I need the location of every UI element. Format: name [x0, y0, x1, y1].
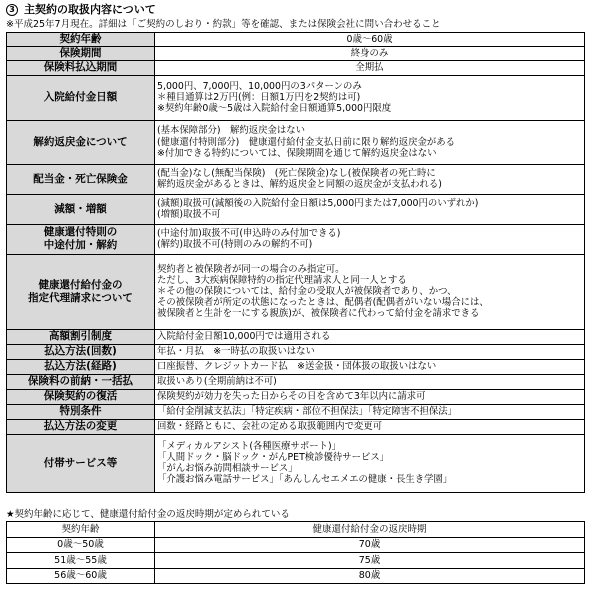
- table-row: [7, 329, 585, 344]
- age-range-cell: 51歳～55歳: [7, 553, 155, 569]
- row-value-line: ただし、3大疾病保障特約の指定代理請求人と同一人とする: [157, 274, 407, 286]
- table-row: [7, 224, 585, 254]
- note-top: ※平成25年7月現在。詳細は「ご契約のしおり・約款」等を確認、または保険会社に問い合わせること: [6, 19, 441, 30]
- row-value: [155, 389, 585, 404]
- row-value: [155, 194, 585, 224]
- column-header: 契約年齢: [7, 522, 155, 538]
- row-value-line: 解約返戻金があるときは、解約返戻金と同額の返戻金が支払われる): [157, 179, 442, 191]
- row-label-line: 高額割引制度: [49, 330, 112, 343]
- row-label: [7, 75, 155, 120]
- refund-age-cell: 75歳: [155, 553, 585, 569]
- row-value-line: (減額)取扱可(減額後の入院給付金日額は5,000円または7,000円のいずれか): [157, 198, 479, 209]
- section-title: 主契約の取扱内容について: [24, 3, 156, 16]
- row-label-line: 指定代理請求について: [28, 291, 133, 304]
- row-value: [155, 75, 585, 120]
- table-row: [7, 254, 585, 329]
- row-label: [7, 254, 155, 329]
- row-label: [7, 60, 155, 75]
- table-row: [7, 120, 585, 164]
- row-label-line: 払込方法(経路): [44, 360, 117, 373]
- table-row: [7, 60, 585, 75]
- row-value-line: 取扱いあり(全期前納は不可): [157, 376, 277, 388]
- table-row: [7, 434, 585, 492]
- refund-timing-table: [6, 521, 585, 584]
- row-label: [7, 389, 155, 404]
- row-label: [7, 164, 155, 194]
- row-value: [155, 344, 585, 359]
- row-label: [7, 33, 155, 47]
- contract-details-table: [6, 32, 585, 493]
- row-value-line: (中途付加)取扱不可(申込時のみ付加できる): [157, 228, 341, 239]
- section-number: 3: [6, 4, 18, 16]
- row-label: [7, 344, 155, 359]
- row-value-line: 全期払: [355, 62, 384, 74]
- row-label-line: 入院給付金日額: [43, 91, 118, 104]
- row-label: [7, 224, 155, 254]
- table-row: [7, 374, 585, 389]
- row-value-line: (健康還付特則部分) 健康還付給付金支払日前に限り解約返戻金がある: [157, 136, 455, 148]
- row-label: [7, 359, 155, 374]
- row-value-line: 5,000円、7,000円、10,000円の3パターンのみ: [157, 80, 362, 92]
- table-row: [7, 75, 585, 120]
- row-value-line: 入院給付金日額10,000円では適用される: [157, 331, 331, 343]
- row-label: [7, 404, 155, 419]
- row-label-line: 払込方法(回数): [44, 345, 117, 358]
- row-value-line: 保険契約が効力を失った日からその日を含めて3年以内に請求可: [157, 391, 426, 403]
- row-value-line: 「メディカルアシスト(各種医療サポート)」: [157, 440, 342, 452]
- row-value: [155, 164, 585, 194]
- table-row: [7, 33, 585, 47]
- table-row: [7, 194, 585, 224]
- row-value-line: 「人間ドック・脳ドック・がんPET検診優待サービス」: [157, 452, 390, 463]
- row-label-line: 払込方法の変更: [43, 420, 118, 433]
- row-value-line: 契約者と被保険者が同一の場合のみ指定可。: [157, 263, 345, 275]
- table-row: [7, 164, 585, 194]
- row-label-line: 付帯サービス等: [43, 456, 118, 469]
- note-bottom: ★契約年齢に応じて、健康還付給付金の返戻時期が定められている: [6, 509, 290, 520]
- row-label: [7, 46, 155, 60]
- row-value: [155, 404, 585, 419]
- row-value: [155, 46, 585, 60]
- row-value: [155, 33, 585, 47]
- row-value-line: 被保険者と生計を一にする親族)が、被保険者に代わって給付金を請求できる: [157, 308, 480, 320]
- table-row: [7, 359, 585, 374]
- row-label-line: 健康還付給付金の: [38, 278, 123, 291]
- row-value-line: 終身のみ: [350, 47, 389, 59]
- row-label: [7, 434, 155, 492]
- row-value-line: ＊種目通算は2万円(例：日額1万円を2契約は可): [157, 92, 361, 104]
- row-value-line: 0歳～60歳: [346, 33, 393, 45]
- row-value: [155, 120, 585, 164]
- column-header: 健康還付給付金の返戻時期: [155, 522, 585, 538]
- table-row: [7, 404, 585, 419]
- row-value-line: 「介護お悩み電話サービス」「あんしんセエメエの健康・長生き学園」: [157, 474, 453, 486]
- row-value-line: その被保険者が所定の状態になったときは、配偶者(配偶者がいない場合には、: [157, 297, 489, 309]
- row-label-line: 特別条件: [59, 405, 102, 418]
- table-row: [7, 537, 585, 553]
- section-heading: [6, 4, 156, 17]
- row-label: [7, 120, 155, 164]
- row-value: [155, 374, 585, 389]
- row-label: [7, 194, 155, 224]
- row-value: [155, 359, 585, 374]
- row-value-line: 「がんお悩み訪問相談サービス」: [157, 463, 298, 475]
- row-value: [155, 60, 585, 75]
- row-label: [7, 419, 155, 434]
- row-value: [155, 329, 585, 344]
- row-value-line: (基本保障部分) 解約返戻金はない: [157, 125, 305, 137]
- refund-table-header: [7, 522, 585, 538]
- row-label-line: 減額・増額: [54, 202, 107, 215]
- row-value: [155, 224, 585, 254]
- row-value: [155, 254, 585, 329]
- row-value-line: (解約)取扱不可(特則のみの解約不可): [157, 239, 313, 251]
- table-row: [7, 344, 585, 359]
- row-value-line: ※契約年齢0歳～5歳は入院給付金日額通算5,000円限度: [157, 103, 392, 115]
- row-label-line: 中途付加・解約: [43, 239, 118, 252]
- row-label-line: 保険契約の復活: [43, 390, 118, 403]
- age-range-cell: 56歳～60歳: [7, 568, 155, 584]
- row-label-line: 契約年齢: [59, 33, 102, 45]
- row-value-line: ＊その他の保険については、給付金の受取人が被保険者であり、かつ、: [157, 286, 457, 298]
- table-row: [7, 389, 585, 404]
- row-value-line: 「給付金削減支払法」「特定疾病・部位不担保法」「特定障害不担保法」: [157, 406, 457, 418]
- table-row: [7, 419, 585, 434]
- row-value-line: 年払・月払 ※一時払の取扱いはない: [157, 346, 315, 358]
- row-label: [7, 374, 155, 389]
- row-value-line: (配当金)なし(無配当保険) (死亡保険金)なし(被保険者の死亡時に: [157, 168, 436, 179]
- refund-age-cell: 70歳: [155, 537, 585, 553]
- age-range-cell: 0歳～50歳: [7, 537, 155, 553]
- row-label-line: 配当金・死亡保険金: [33, 172, 128, 185]
- row-label: [7, 329, 155, 344]
- row-value: [155, 419, 585, 434]
- row-value-line: 口座振替、クレジットカード払 ※送金扱・団体扱の取扱いはない: [157, 361, 437, 373]
- table-row: [7, 46, 585, 60]
- table-row: [7, 553, 585, 569]
- row-value-line: 回数・経路ともに、会社の定める取扱範囲内で変更可: [157, 421, 383, 433]
- row-label-line: 保険料払込期間: [43, 61, 118, 74]
- row-label-line: 解約返戻金について: [33, 135, 128, 148]
- row-value: [155, 434, 585, 492]
- row-value-line: ※付加できる特約については、保険期間を通じて解約返戻金はない: [157, 147, 437, 159]
- row-label-line: 保険料の前納・一括払: [28, 375, 133, 388]
- row-value-line: (増額)取扱不可: [157, 209, 221, 221]
- table-row: [7, 568, 585, 584]
- row-label-line: 健康還付特則の: [43, 226, 118, 239]
- refund-age-cell: 80歳: [155, 568, 585, 584]
- row-label-line: 保険期間: [59, 46, 102, 59]
